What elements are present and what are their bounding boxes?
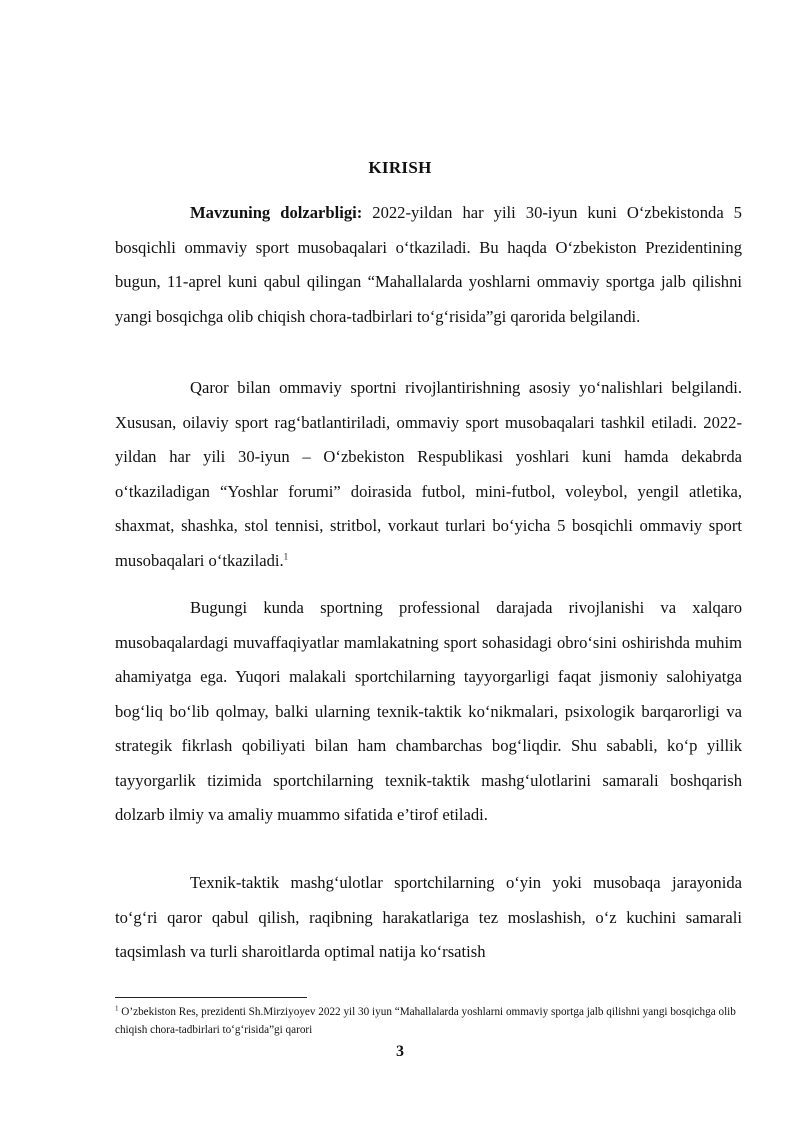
paragraph-professional-sport bbox=[115, 591, 742, 833]
paragraph-relevance bbox=[115, 196, 742, 334]
footnote-text: O’zbekiston Res, prezidenti Sh.Mirziyoyev 2022 yil 30 iyun “Mahallalarda yoshlarni ommaviy sportga jalb qilishni yangi bosqichga olib chiqish chora-tadbirlari to‘g‘risida”gi qarori bbox=[115, 1006, 736, 1036]
section-heading: KIRISH bbox=[368, 158, 432, 177]
footnote-number: 1 bbox=[115, 1004, 119, 1013]
page-number: 3 bbox=[396, 1043, 404, 1060]
paragraph-technical-tactical bbox=[115, 866, 742, 970]
paragraph-decree bbox=[115, 371, 742, 578]
paragraph-lead: Mavzuning dolzarbligi: bbox=[190, 203, 363, 222]
footnote bbox=[115, 1003, 745, 1039]
footnote-reference[interactable]: 1 bbox=[283, 550, 289, 561]
paragraph-text: 2022-yildan har yili 30-iyun kuni O‘zbekistonda 5 bosqichli ommaviy sport musobaqalari o‘tkaziladi. Bu haqda O‘zbekiston Prezidentining bugun, 11-aprel kuni qabul qilingan “Mahallalarda yoshlarni ommaviy sportga jalb qilishni yangi bosqichga olib chiqish chora-tadbirlari to‘g‘risida”gi qarorida belgilandi. bbox=[115, 203, 742, 326]
footnote-separator bbox=[115, 997, 307, 998]
paragraph-text: Qaror bilan ommaviy sportni rivojlantirishning asosiy yo‘nalishlari belgilandi. Xususan, oilaviy sport rag‘batlantiriladi, ommaviy sport musobaqalari tashkil etiladi. 2022-yildan har yili 30-iyun – O‘zbekiston Respublikasi yoshlari kuni hamda dekabrda o‘tkaziladigan “Yoshlar forumi” doirasida futbol, mini-futbol, voleybol, yengil atletika, shaxmat, shashka, stol tennisi, stritbol, vorkaut turlari bo‘yicha 5 bosqichli ommaviy sport musobaqalari o‘tkaziladi. bbox=[115, 378, 742, 570]
paragraph-text: Bugungi kunda sportning professional darajada rivojlanishi va xalqaro musobaqalardagi muvaffaqiyatlar mamlakatning sport sohasidagi obro‘sini oshirishda muhim ahamiyatga ega. Yuqori malakali sportchilarning tayyorgarligi faqat jismoniy salohiyatga bog‘liq bo‘lib qolmay, balki ularning texnik-taktik ko‘nikmalari, psixologik barqarorligi va strategik fikrlash qobiliyati bilan ham chambarchas bog‘liqdir. Shu sababli, ko‘p yillik tayyorgarlik tizimida sportchilarning texnik-taktik mashg‘ulotlarini samarali boshqarish dolzarb ilmiy va amaliy muammo sifatida e’tirof etiladi. bbox=[115, 598, 742, 824]
paragraph-text: Texnik-taktik mashg‘ulotlar sportchilarning o‘yin yoki musobaqa jarayonida to‘g‘ri qaror qabul qilish, raqibning harakatlariga tez moslashish, o‘z kuchini samarali taqsimlash va turli sharoitlarda optimal natija ko‘rsatish bbox=[115, 873, 742, 961]
